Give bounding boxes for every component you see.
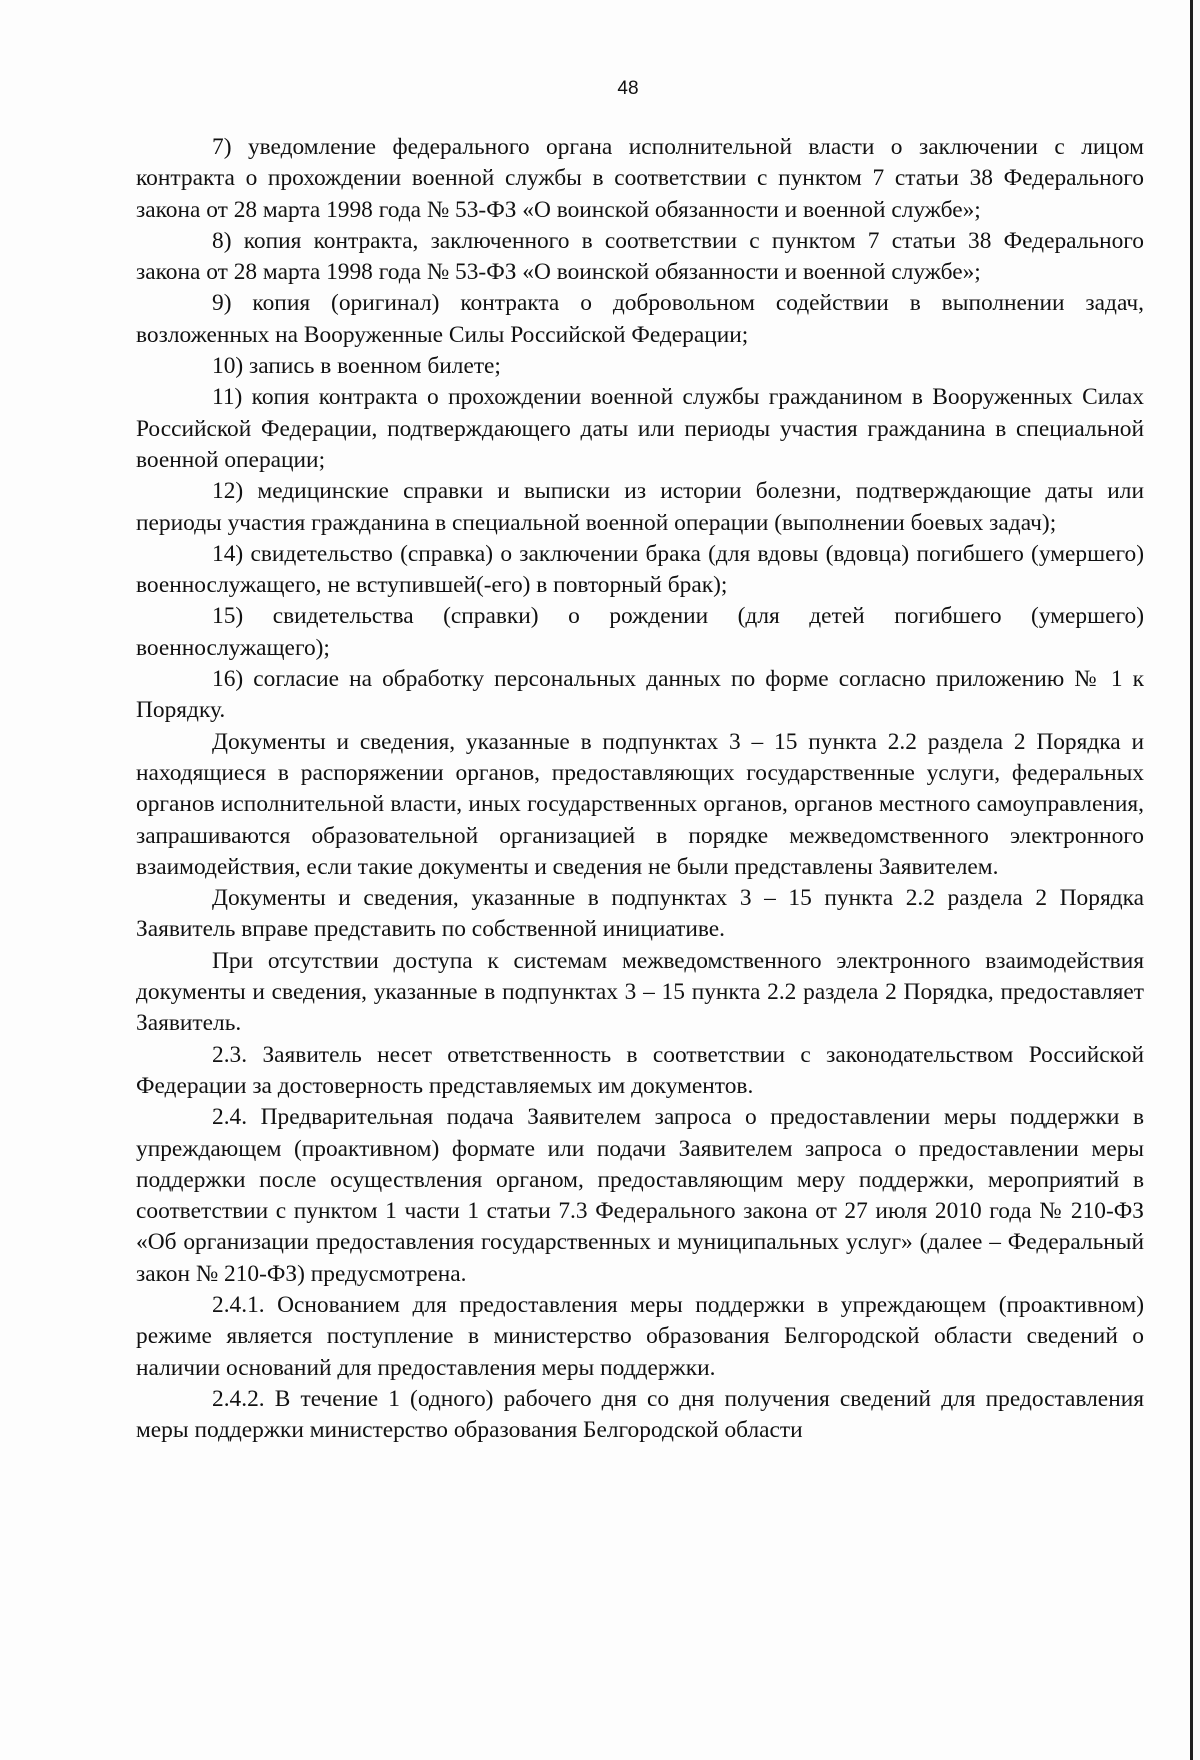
paragraph-section-2-4: 2.4. Предварительная подача Заявителем запроса о предоставлении меры поддержки в упреждающем (проактивном) формате или подачи Заявителем запроса о предоставлении меры поддержки после осуществления органом, предоставляющим меру поддержки, мероприятий в соответствии с пунктом 1 части 1 статьи 7.3 Федерального закона от 27 июля 2010 года № 210-ФЗ «Об организации предоставления государственных и муниципальных услуг» (далее – Федеральный закон № 210-ФЗ) предусмотрена.	[136, 1104, 1144, 1287]
document-body	[136, 132, 1144, 1446]
paragraph-item-8: 8) копия контракта, заключенного в соответствии с пунктом 7 статьи 38 Федерального закона от 28 марта 1998 года № 53-ФЗ «О воинской обязанности и военной службе»;	[136, 227, 1144, 286]
paragraph-section-2-4-1: 2.4.1. Основанием для предоставления меры поддержки в упреждающем (проактивном) режиме является поступление в министерство образования Белгородской области сведений о наличии оснований для предоставления меры поддержки.	[136, 1291, 1144, 1381]
paragraph-item-10: 10) запись в военном билете;	[212, 353, 501, 380]
page-edge-shadow	[1190, 0, 1193, 1760]
page-number: 48	[617, 78, 639, 99]
paragraph-item-11: 11) копия контракта о прохождении военной службы гражданином в Вооруженных Силах Российской Федерации, подтверждающего даты или периоды участия гражданина в специальной военной операции;	[136, 384, 1144, 473]
paragraph-no-access: При отсутствии доступа к системам межведомственного электронного взаимодействия документы и сведения, указанные в подпунктах 3 – 15 пункта 2.2 раздела 2 Порядка, предоставляет Заявитель.	[136, 947, 1144, 1037]
paragraph-item-14: 14) свидетельство (справка) о заключении брака (для вдовы (вдовца) погибшего (умершего) военнослужащего, не вступившей(-его) в повторный брак);	[136, 540, 1144, 599]
paragraph-item-7: 7) уведомление федерального органа исполнительной власти о заключении с лицом контракта о прохождении военной службы в соответствии с пунктом 7 статьи 38 Федерального закона от 28 марта 1998 года № 53-ФЗ «О воинской обязанности и военной службе»;	[136, 134, 1144, 223]
paragraph-item-9: 9) копия (оригинал) контракта о добровольном содействии в выполнении задач, возложенных на Вооруженные Силы Российской Федерации;	[136, 290, 1144, 348]
paragraph-section-2-4-2: 2.4.2. В течение 1 (одного) рабочего дня со дня получения сведений для предоставления меры поддержки министерство образования Белгородской области	[136, 1385, 1144, 1444]
paragraph-documents-requested: Документы и сведения, указанные в подпунктах 3 – 15 пункта 2.2 раздела 2 Порядка и находящиеся в распоряжении органов, предоставляющих государственные услуги, федеральных органов исполнительной власти, иных государственных органов, органов местного самоуправления, запрашиваются образовательной организацией в порядке межведомственного электронного взаимодействия, если такие документы и сведения не были представлены Заявителем.	[136, 728, 1144, 880]
paragraph-documents-own-initiative: Документы и сведения, указанные в подпунктах 3 – 15 пункта 2.2 раздела 2 Порядка Заявитель вправе представить по собственной инициативе.	[136, 885, 1144, 943]
paragraph-item-15: 15) свидетельства (справки) о рождении (для детей погибшего (умершего) военнослужащего);	[136, 603, 1144, 661]
paragraph-item-12: 12) медицинские справки и выписки из истории болезни, подтверждающие даты или периоды участия гражданина в специальной военной операции (выполнении боевых задач);	[136, 478, 1144, 536]
paragraph-item-16: 16) согласие на обработку персональных данных по форме согласно приложению № 1 к Порядку.	[136, 666, 1144, 724]
paragraph-section-2-3: 2.3. Заявитель несет ответственность в соответствии с законодательством Российской Федерации за достоверность представляемых им документов.	[136, 1041, 1144, 1099]
